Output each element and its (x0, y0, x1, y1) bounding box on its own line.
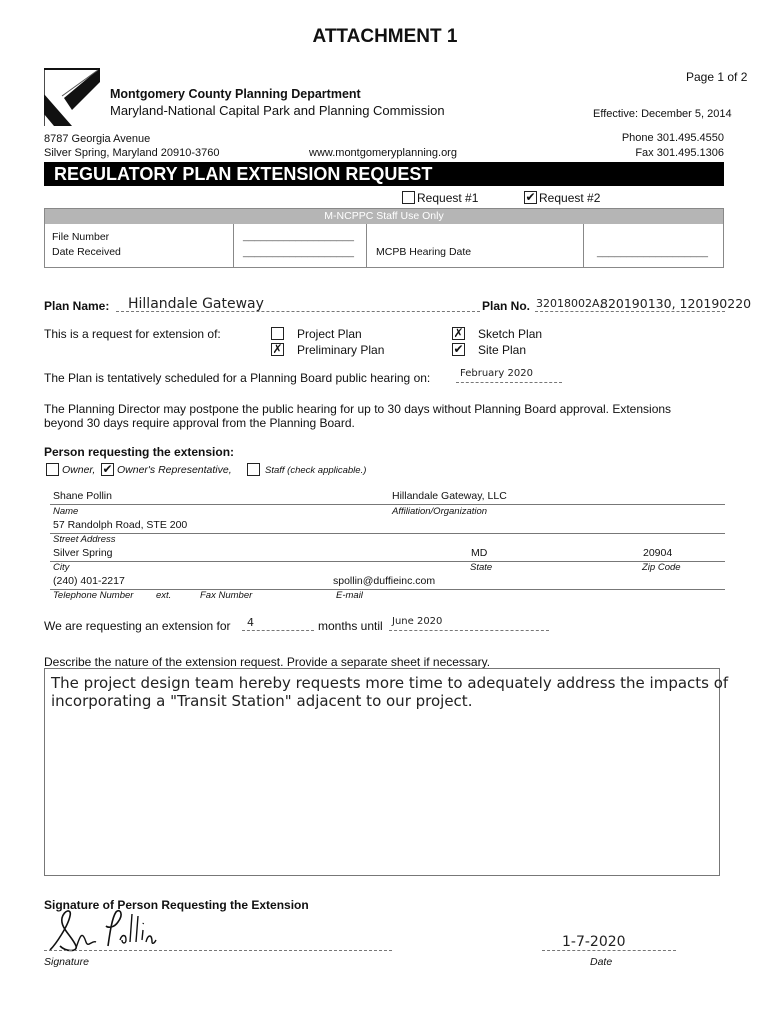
sketch-plan-label: Sketch Plan (478, 327, 543, 341)
description-line-2: incorporating a "Transit Station" adjacent to our project. (51, 692, 473, 710)
plan-no-label: Plan No. (482, 299, 531, 313)
plan-no-value-b[interactable]: 820190130, 120190220 (600, 296, 752, 311)
months-value[interactable]: 4 (247, 616, 254, 629)
phone-label: Telephone Number (53, 590, 134, 601)
fax-number: Fax 301.495.1306 (635, 147, 724, 159)
plan-name-label: Plan Name: (44, 299, 110, 313)
address-line-2: Silver Spring, Maryland 20910-3760 (44, 147, 220, 159)
until-value[interactable]: June 2020 (392, 616, 443, 627)
mcpb-date-label: MCPB Hearing Date (376, 246, 472, 258)
hearing-date-value[interactable]: February 2020 (460, 368, 533, 379)
preliminary-plan-label: Preliminary Plan (297, 343, 385, 357)
plan-no-value-a[interactable]: 32018002A, (536, 297, 604, 310)
staff-use-header: M-NCPPC Staff Use Only (45, 209, 723, 224)
attachment-title: ATTACHMENT 1 (312, 26, 458, 47)
signature-label: Signature (44, 956, 89, 968)
city-value[interactable]: Silver Spring (53, 547, 113, 559)
request-1-checkbox[interactable] (402, 191, 415, 204)
street-label: Street Address (53, 534, 116, 545)
website: www.montgomeryplanning.org (309, 147, 457, 159)
postpone-text-2: beyond 30 days require approval from the Planning Board. (44, 416, 355, 430)
site-plan-label: Site Plan (478, 343, 527, 357)
request-2-label: Request #2 (539, 191, 601, 205)
zip-value[interactable]: 20904 (643, 547, 673, 559)
name-label: Name (53, 506, 79, 517)
org-label: Affiliation/Organization (392, 506, 488, 517)
request-2-checkbox[interactable]: ✔ (525, 190, 536, 204)
ext-label: ext. (156, 590, 172, 601)
months-until-label: months until (318, 619, 383, 633)
preliminary-plan-checkbox[interactable]: ✗ (272, 342, 283, 356)
staff-checkbox[interactable] (247, 463, 260, 476)
file-number-field[interactable]: ___________________ (243, 230, 354, 242)
owner-checkbox[interactable] (46, 463, 59, 476)
plan-name-value[interactable]: Hillandale Gateway (128, 296, 264, 312)
owner-rep-label: Owner's Representative, (117, 464, 232, 476)
fax-label: Fax Number (200, 590, 253, 601)
county-logo-icon (44, 68, 100, 126)
date-received-label: Date Received (52, 246, 121, 258)
owner-label: Owner, (62, 464, 96, 476)
org-value[interactable]: Hillandale Gateway, LLC (392, 490, 507, 502)
page-number: Page 1 of 2 (686, 70, 748, 84)
project-plan-label: Project Plan (297, 327, 362, 341)
commission-name: Maryland-National Capital Park and Planning Commission (110, 103, 445, 118)
site-plan-checkbox[interactable]: ✔ (453, 342, 464, 356)
email-label: E-mail (336, 590, 363, 601)
sketch-plan-checkbox[interactable]: ✗ (453, 326, 464, 340)
department-name: Montgomery County Planning Department (110, 87, 361, 101)
email-value[interactable]: spollin@duffieinc.com (333, 575, 436, 587)
date-value[interactable]: 1-7-2020 (562, 934, 626, 950)
form-title: REGULATORY PLAN EXTENSION REQUEST (44, 162, 724, 186)
describe-label: Describe the nature of the extension request. Provide a separate sheet if necessary. (44, 655, 491, 669)
date-received-field[interactable]: ___________________ (243, 246, 354, 258)
owner-rep-checkbox[interactable]: ✔ (102, 462, 113, 476)
street-value[interactable]: 57 Randolph Road, STE 200 (53, 519, 188, 531)
city-label: City (53, 562, 70, 573)
phone-number: Phone 301.495.4550 (621, 132, 724, 144)
request-1-label: Request #1 (417, 191, 479, 205)
staff-label: Staff (check applicable.) (265, 465, 367, 476)
state-label: State (470, 562, 493, 573)
project-plan-checkbox[interactable] (271, 327, 284, 340)
state-value[interactable]: MD (471, 547, 488, 559)
effective-date: Effective: December 5, 2014 (593, 108, 732, 120)
person-heading: Person requesting the extension: (44, 445, 235, 459)
zip-label: Zip Code (642, 562, 681, 573)
phone-value[interactable]: (240) 401-2217 (53, 575, 125, 587)
handwritten-signature (46, 906, 158, 954)
date-label: Date (590, 956, 613, 968)
mcpb-date-field[interactable]: ___________________ (597, 246, 708, 258)
description-line-1: The project design team hereby requests more time to adequately address the impacts of (51, 674, 729, 692)
address-line-1: 8787 Georgia Avenue (44, 133, 151, 145)
name-value[interactable]: Shane Pollin (53, 490, 112, 502)
hearing-text: The Plan is tentatively scheduled for a Planning Board public hearing on: (44, 371, 431, 385)
file-number-label: File Number (52, 231, 110, 243)
extension-of-label: This is a request for extension of: (44, 327, 221, 341)
extension-prefix: We are requesting an extension for (44, 619, 231, 633)
signature-heading: Signature of Person Requesting the Extension (44, 898, 309, 912)
postpone-text-1: The Planning Director may postpone the public hearing for up to 30 days without Planning Board approval. Extensions (44, 402, 672, 416)
